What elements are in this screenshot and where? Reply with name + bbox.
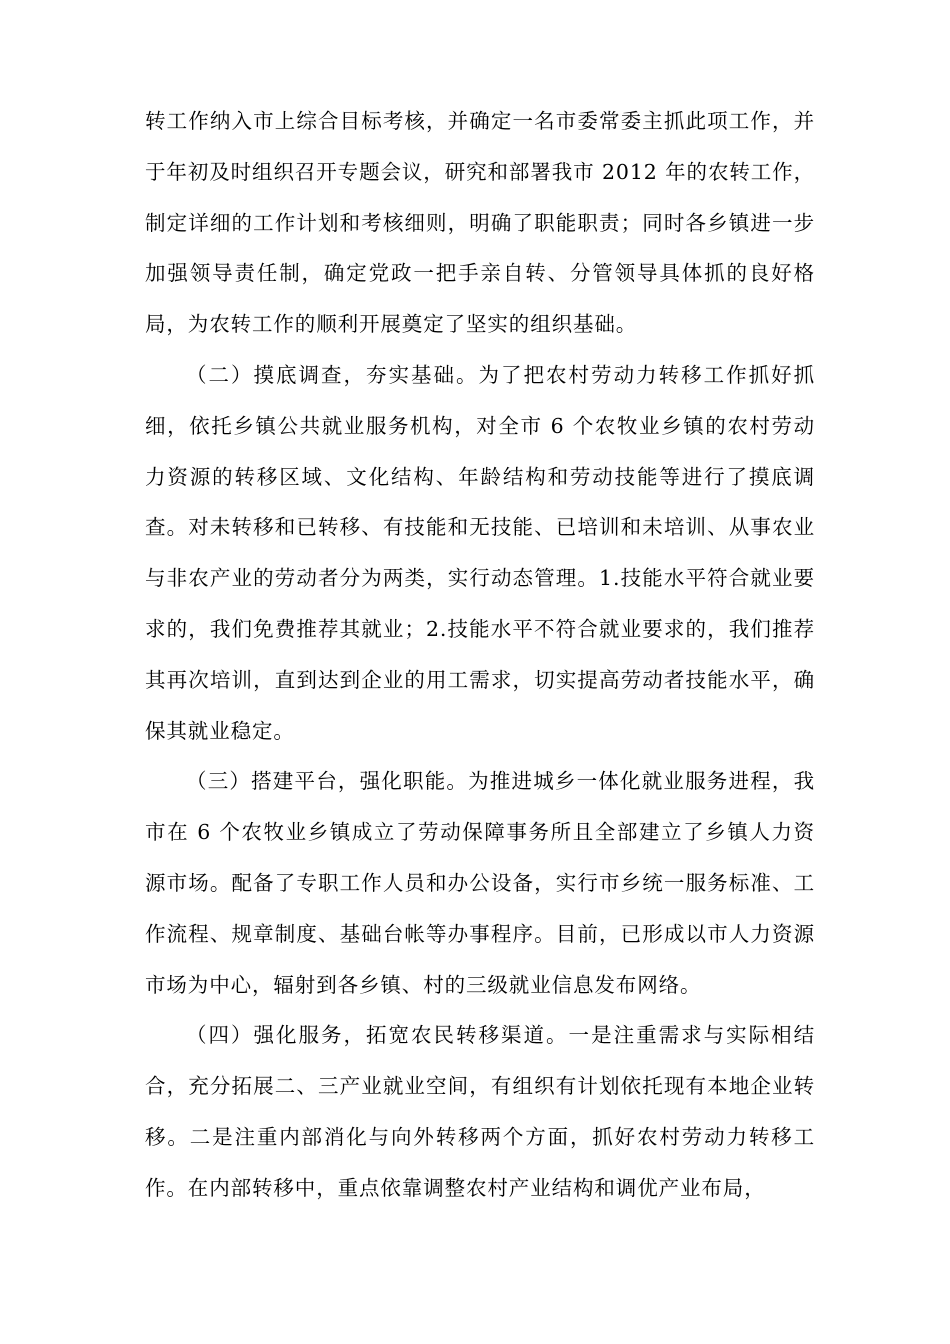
paragraph-4: （四）强化服务，拓宽农民转移渠道。一是注重需求与实际相结合，充分拓展二、三产业就业空间，有组织有计划依托现有本地企业转移。二是注重内部消化与向外转移两个方面，抓好农村劳动力转移工作。在内部转移中，重点依靠调整农村产业结构和调优产业布局， <box>145 1023 815 1200</box>
paragraph-2: （二）摸底调查，夯实基础。为了把农村劳动力转移工作抓好抓细，依托乡镇公共就业服务机构，对全市 6 个农牧业乡镇的农村劳动力资源的转移区域、文化结构、年龄结构和劳动技能等进行了摸底调查。对未转移和已转移、有技能和无技能、已培训和未培训、从事农业与非农产业的劳动者分为两类，实行动态管理。1.技能水平符合就业要求的，我们免费推荐其就业；2.技能水平不符合就业要求的，我们推荐其再次培训，直到达到企业的用工需求，切实提高劳动者技能水平，确保其就业稳定。 <box>145 362 815 743</box>
paragraph-1: 转工作纳入市上综合目标考核，并确定一名市委常委主抓此项工作，并于年初及时组织召开专题会议，研究和部署我市 2012 年的农转工作，制定详细的工作计划和考核细则，明确了职能职责；同时各乡镇进一步加强领导责任制，确定党政一把手亲自转、分管领导具体抓的良好格局，为农转工作的顺利开展奠定了坚实的组织基础。 <box>145 109 815 337</box>
document-body <box>145 96 815 1214</box>
paragraph-3: （三）搭建平台，强化职能。为推进城乡一体化就业服务进程，我市在 6 个农牧业乡镇成立了劳动保障事务所且全部建立了乡镇人力资源市场。配备了专职工作人员和办公设备，实行市乡统一服务标准、工作流程、规章制度、基础台帐等办事程序。目前，已形成以市人力资源市场为中心，辐射到各乡镇、村的三级就业信息发布网络。 <box>145 769 815 997</box>
